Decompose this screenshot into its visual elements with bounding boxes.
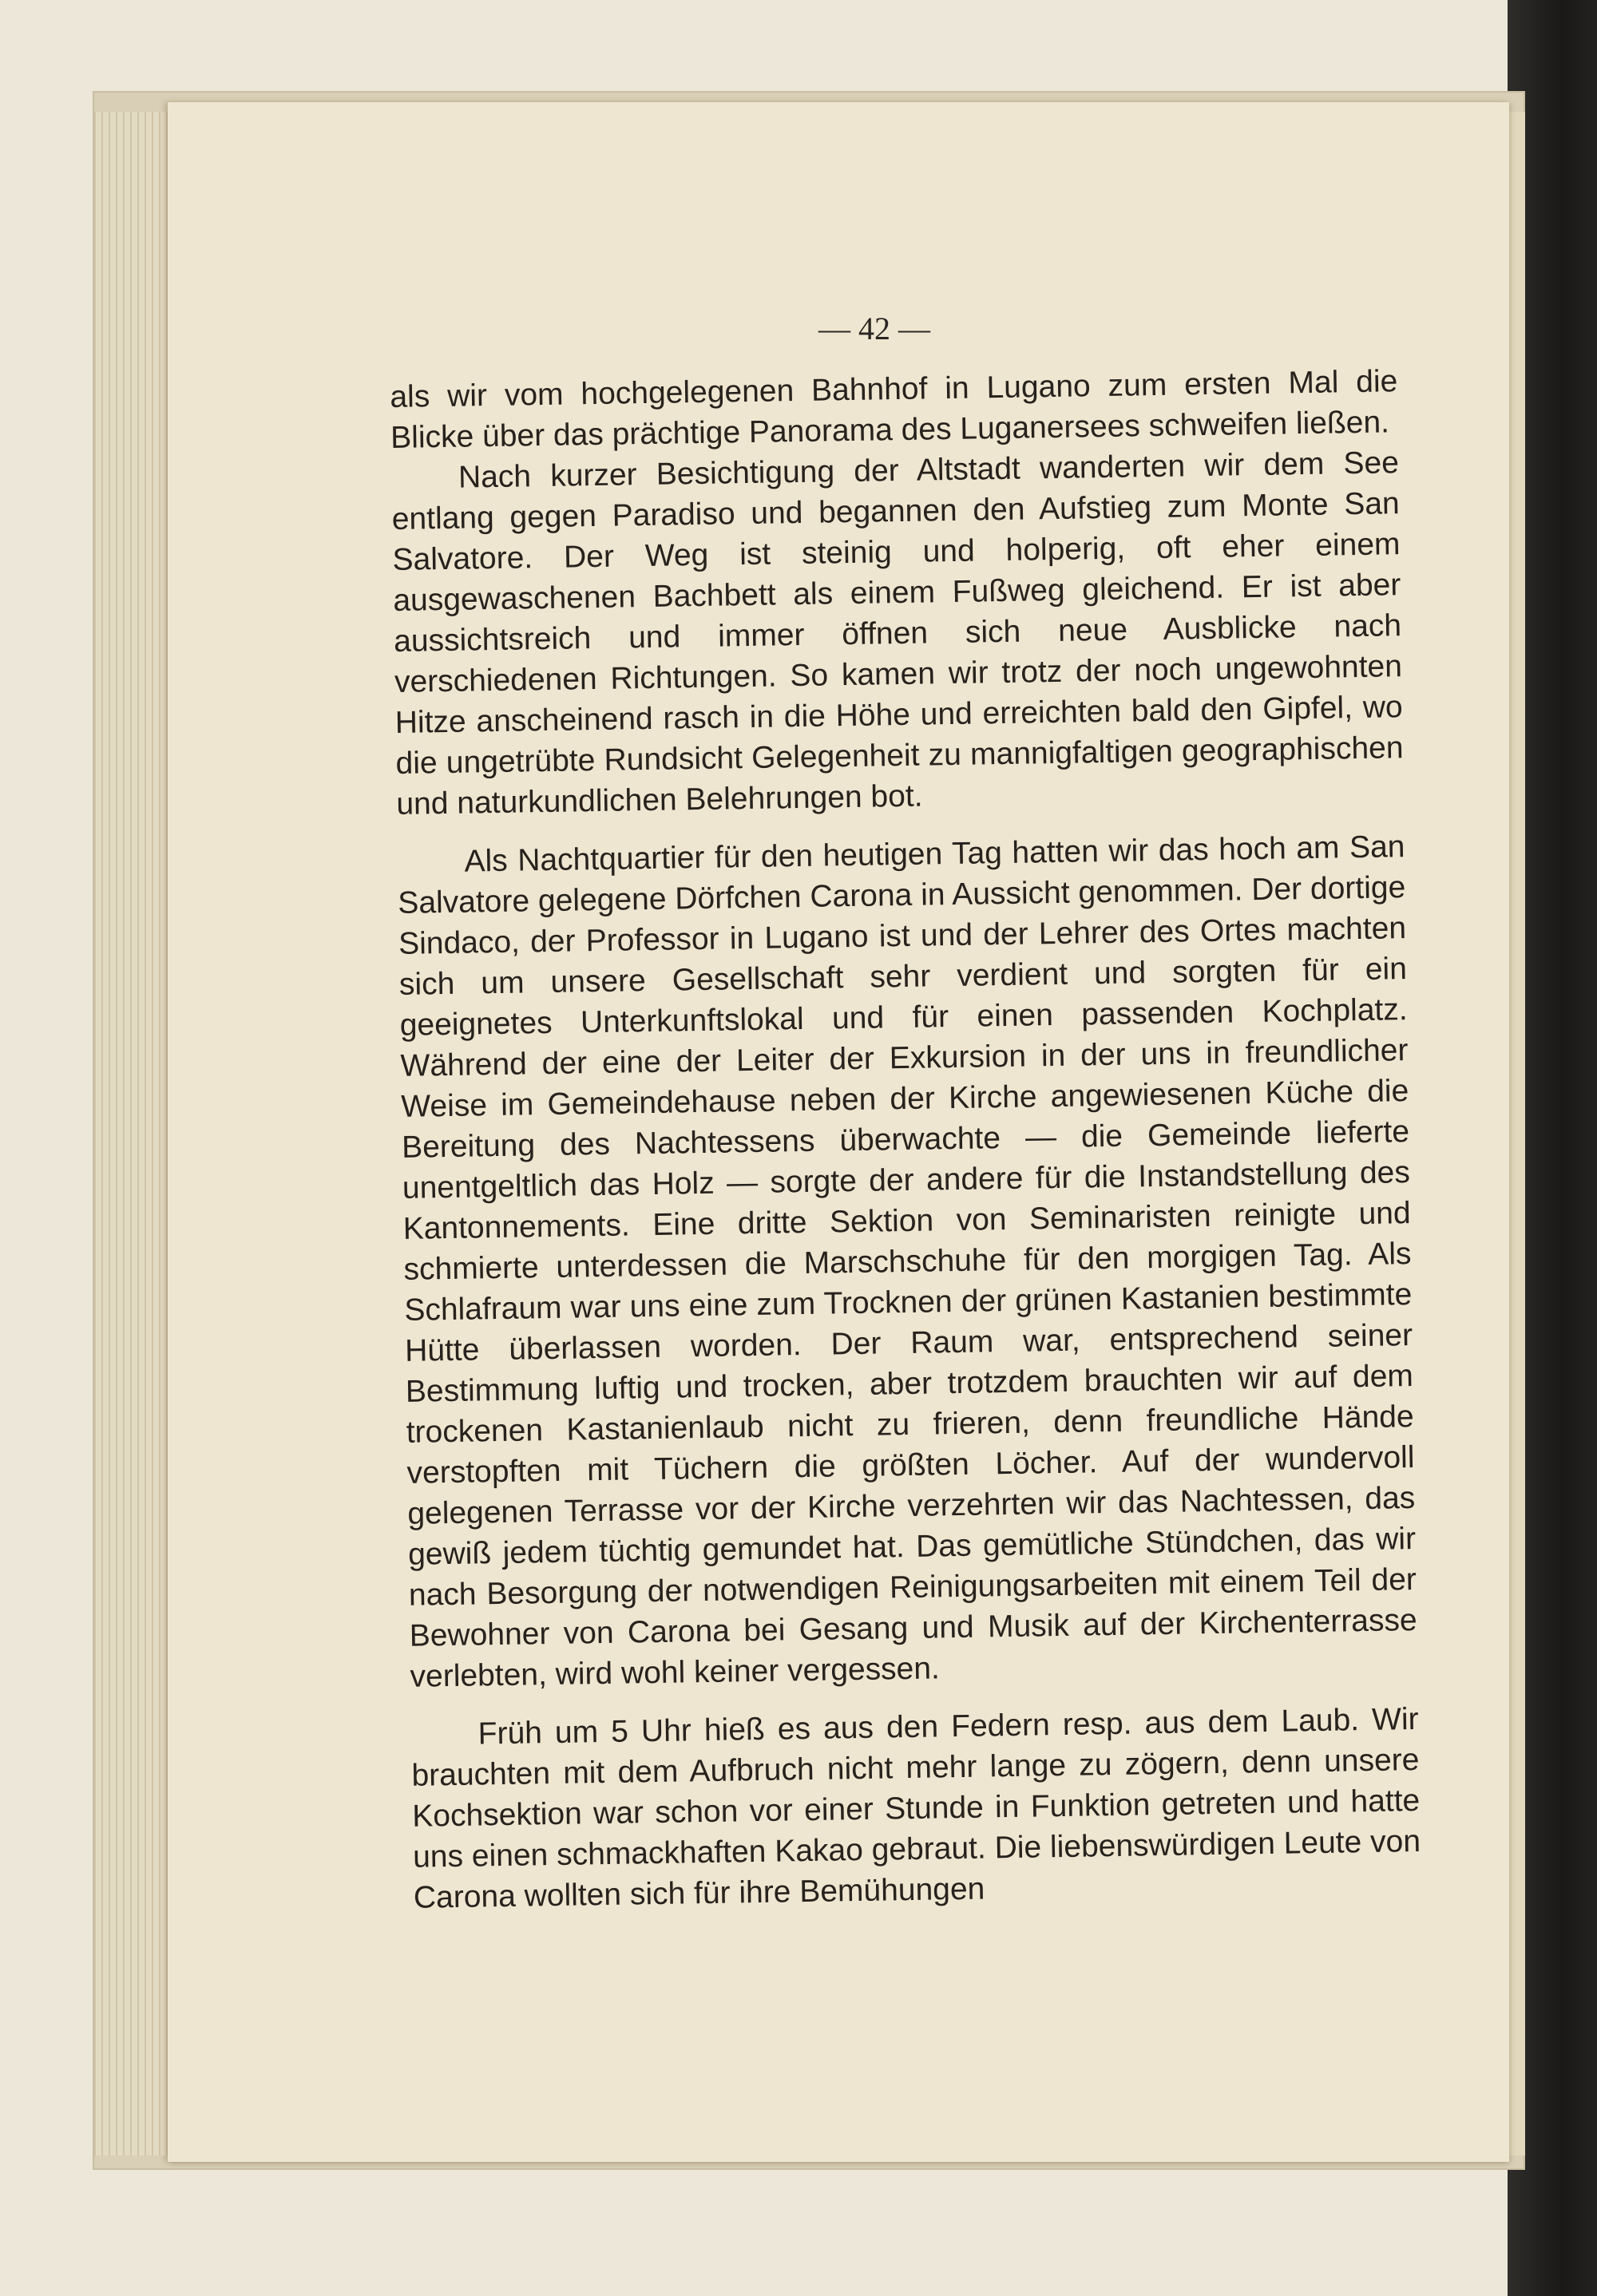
paragraph: als wir vom hochgelegenen Bahnhof in Lugano zum ersten Mal die Blicke über das prächtige Panorama des Luganersees schweifen ließen. xyxy=(390,364,1398,455)
paragraph: Früh um 5 Uhr hieß es aus den Federn resp. aus dem Laub. Wir brauchten mit dem Aufbruch nicht mehr lange zu zögern, denn unsere Kochsektion war schon vor einer Stunde in Funktion getreten und hatte uns einen schmackhaften Kakao gebraut. Die liebenswürdigen Leute von Carona wollten sich für ihre Bemühungen xyxy=(411,1701,1421,1915)
page-number: — 42 — xyxy=(818,311,930,346)
paragraph: Nach kurzer Besichtigung der Altstadt wanderten wir dem See entlang gegen Paradiso und begannen den Aufstieg zum Monte San Salvatore. Der Weg ist steinig und holperig, oft eher einem ausgewaschenen Bachbett als einem Fußweg gleichend. Er ist aber aussichtsreich und immer öffnen sich neue Ausblicke nach verschiedenen Richtungen. So kamen wir trotz der noch ungewohnten Hitze anscheinend rasch in die Höhe und erreichten bald den Gipfel, wo die ungetrübte Rundsicht Gelegenheit zu mannigfaltigen geographischen und naturkundlichen Belehrungen bot. xyxy=(391,445,1404,821)
next-page-edge xyxy=(1509,112,1525,2155)
paragraph: Als Nachtquartier für den heutigen Tag hatten wir das hoch am San Salvatore gelegene Dörfchen Carona in Aussicht genommen. Der dortige Sindaco, der Professor in Lugano ist und der Lehrer des Ortes machten sich um unsere Gesellschaft sehr verdient und sorgten für ein geeignetes Unterkunftslokal und für einen passenden Kochplatz. Während der eine der Leiter der Exkursion in der uns in freundlicher Weise im Gemeindehause neben der Kirche angewiesenen Küche die Bereitung des Nachtessens überwachte — die Gemeinde lieferte unentgeltlich das Holz — sorgte der andere für die Instandstellung des Kantonnements. Eine dritte Sektion von Seminaristen reinigte und schmierte unterdessen die Marschschuhe für den morgigen Tag. Als Schlafraum war uns eine zum Trocknen der grünen Kastanien bestimmte Hütte überlassen worden. Der Raum war, entsprechend seiner Bestimmung luftig und trocken, aber trotzdem brauchten wir auf dem trockenen Kastanienlaub nicht zu frieren, denn freundliche Hände verstopften mit Tüchern die größten Löcher. Auf der wundervoll gelegenen Terrasse vor der Kirche verzehrten wir das Nachtessen, das gewiß jedem tüchtig gemundet hat. Das gemütliche Stündchen, das wir nach Besorgung der notwendigen Reinigungsarbeiten mit einem Teil der Bewohner von Carona bei Gesang und Musik auf der Kirchenterrasse verlebten, wird wohl keiner vergessen. xyxy=(398,829,1417,1694)
body-text xyxy=(390,361,1421,1918)
